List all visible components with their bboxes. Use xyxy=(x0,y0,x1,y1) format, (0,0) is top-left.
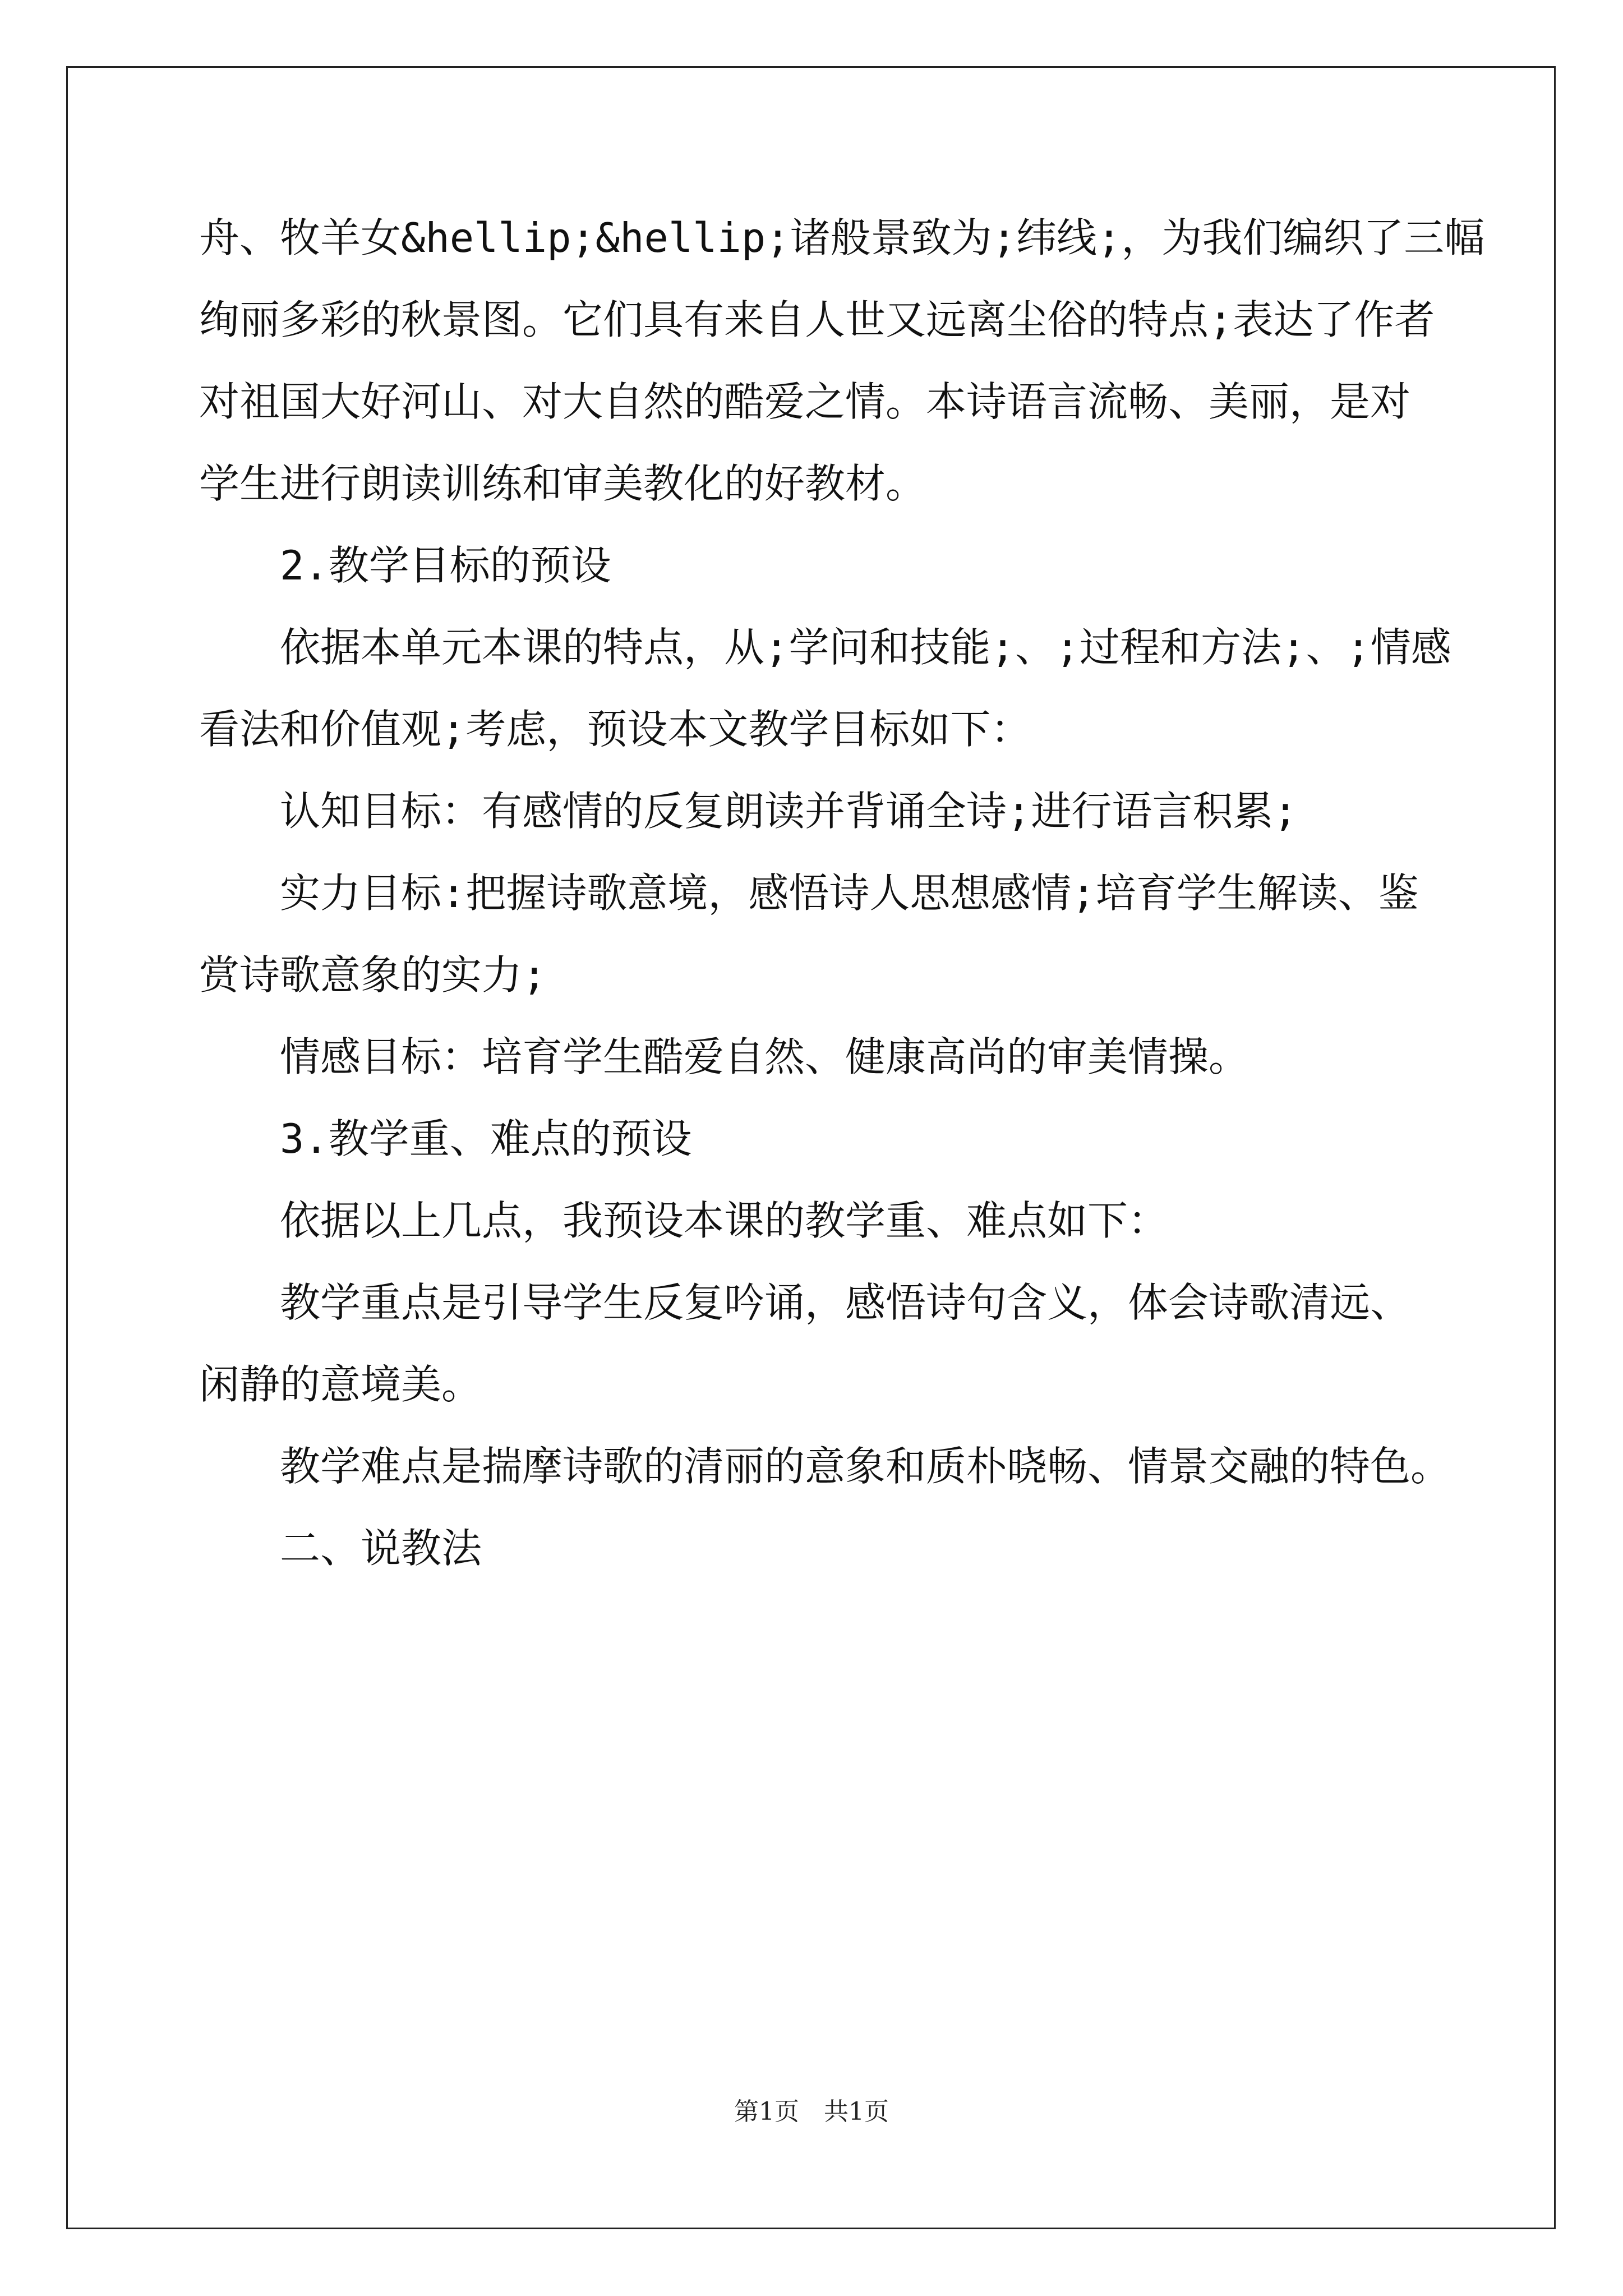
text-line: 依据本单元本课的特点，从;学问和技能;、;过程和方法;、;情感 xyxy=(280,624,1451,671)
text-line: 依据以上几点，我预设本课的教学重、难点如下： xyxy=(280,1197,1169,1244)
text-line: 舟、牧羊女&hellip;&hellip;诸般景致为;纬线;，为我们编织了三幅 xyxy=(199,214,1485,261)
text-line: 绚丽多彩的秋景图。它们具有来自人世又远离尘俗的特点;表达了作者 xyxy=(199,296,1435,343)
section-heading: 2.教学目标的预设 xyxy=(280,542,611,589)
text-line: 闲静的意境美。 xyxy=(199,1361,482,1408)
page-number-footer: 第1页 共1页 xyxy=(734,2097,889,2126)
text-line: 看法和价值观;考虑，预设本文教学目标如下： xyxy=(199,706,1031,753)
text-line: 认知目标：有感情的反复朗读并背诵全诗;进行语言积累; xyxy=(280,788,1298,835)
text-line: 教学重点是引导学生反复吟诵，感悟诗句含义，体会诗歌清远、 xyxy=(280,1279,1411,1326)
text-line: 学生进行朗读训练和审美教化的好教材。 xyxy=(199,460,926,507)
text-line: 实力目标:把握诗歌意境，感悟诗人思想感情;培育学生解读、鉴 xyxy=(280,869,1419,917)
text-line: 对祖国大好河山、对大自然的酷爱之情。本诗语言流畅、美丽，是对 xyxy=(199,378,1411,425)
section-heading: 3.教学重、难点的预设 xyxy=(280,1115,692,1162)
text-line: 赏诗歌意象的实力; xyxy=(199,951,547,999)
text-line: 情感目标：培育学生酷爱自然、健康高尚的审美情操。 xyxy=(280,1033,1249,1080)
section-heading: 二、说教法 xyxy=(280,1525,482,1572)
text-line: 教学难点是揣摩诗歌的清丽的意象和质朴晓畅、情景交融的特色。 xyxy=(280,1443,1451,1490)
